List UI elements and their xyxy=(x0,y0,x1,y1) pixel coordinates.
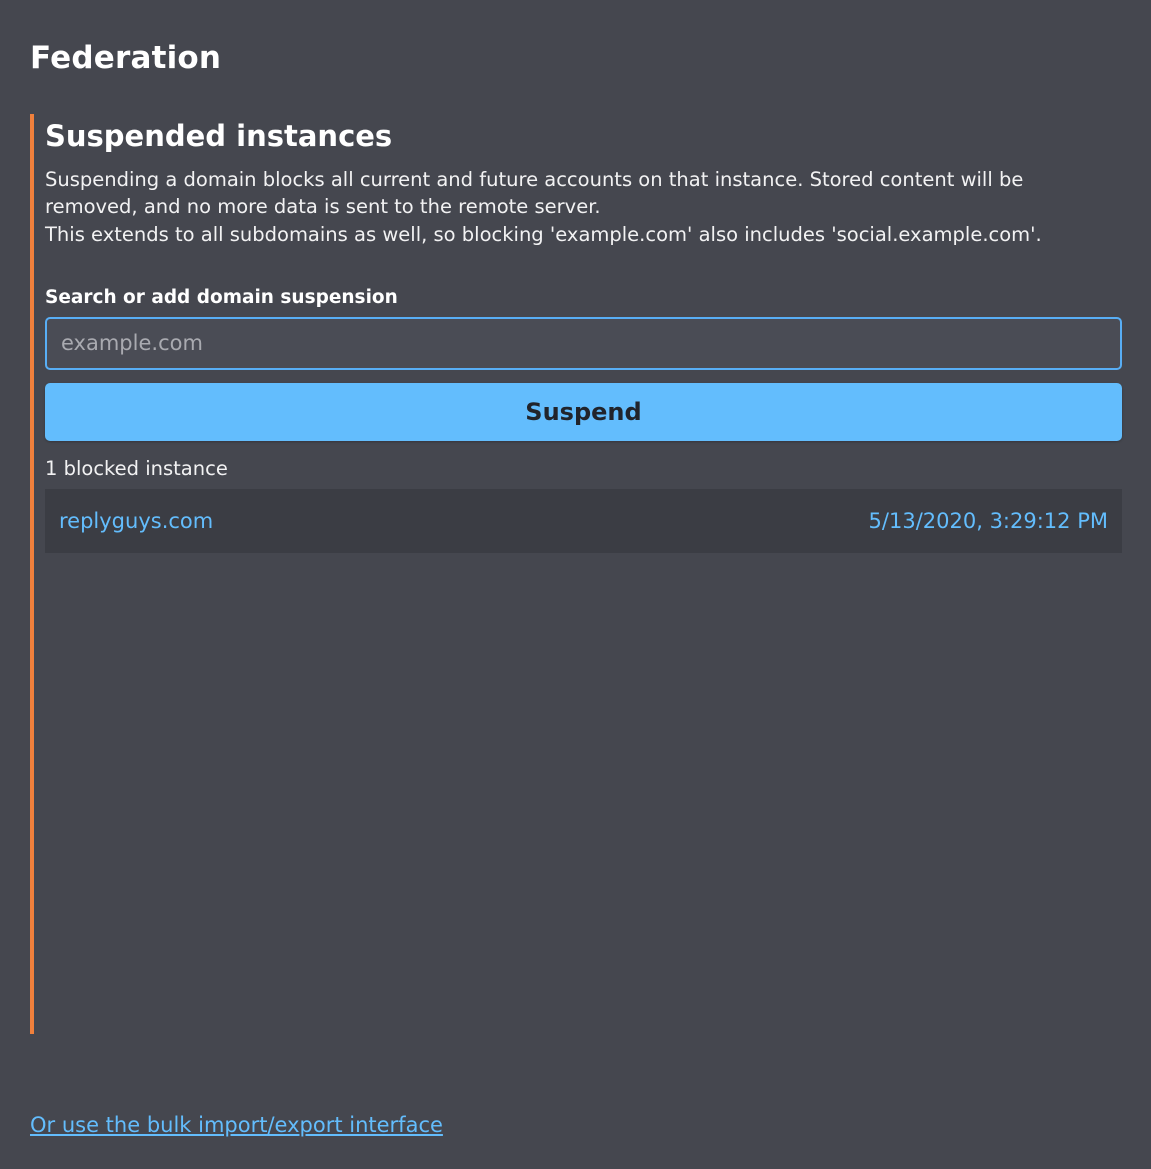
search-input[interactable] xyxy=(45,317,1122,370)
bulk-link-container xyxy=(30,1113,443,1137)
bulk-import-export-link[interactable]: Or use the bulk import/export interface xyxy=(30,1113,443,1137)
section-title: Suspended instances xyxy=(45,119,393,153)
suspend-button[interactable]: Suspend xyxy=(45,383,1122,441)
section-description xyxy=(45,166,1105,249)
section-description-line-1: Suspending a domain blocks all current and future accounts on that instance. Stored content will be removed, and no more data is sent to the remote server. xyxy=(45,167,1024,219)
page-title: Federation xyxy=(30,40,222,76)
search-input-label: Search or add domain suspension xyxy=(45,286,398,308)
instance-blocked-date: 5/13/2020, 3:29:12 PM xyxy=(868,508,1108,533)
instance-domain-link[interactable]: replyguys.com xyxy=(59,508,214,533)
blocked-instance-count: 1 blocked instance xyxy=(45,456,228,480)
table-row[interactable] xyxy=(45,489,1122,553)
section-description-line-2: This extends to all subdomains as well, so blocking 'example.com' also includes 'social.example.com'. xyxy=(45,223,1042,247)
suspended-instances-section xyxy=(30,114,1151,1034)
